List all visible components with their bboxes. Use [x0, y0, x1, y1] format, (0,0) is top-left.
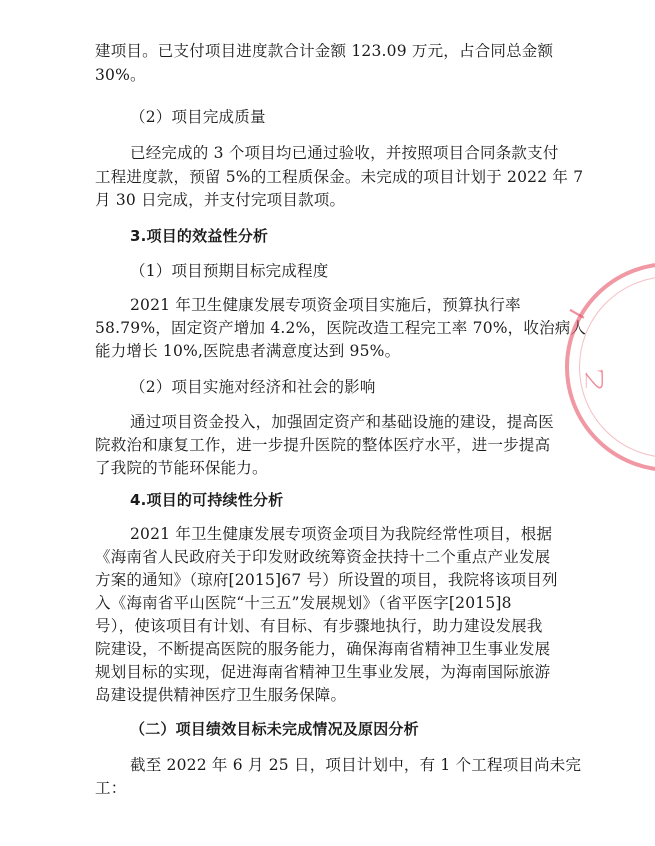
paragraph-line: 了我院的节能环保能力。 [95, 459, 268, 477]
paragraph-line: 2021 年卫生健康发展专项资金项目为我院经常性项目，根据 [130, 525, 553, 543]
subsection-heading: （1）项目预期目标完成程度 [130, 262, 329, 280]
section-heading: 4.项目的可持续性分析 [130, 491, 284, 509]
paragraph-line: 《海南省人民政府关于印发财政统筹资金扶持十二个重点产业发展 [95, 548, 551, 566]
section-heading: （二）项目绩效目标未完成情况及原因分析 [130, 720, 419, 738]
paragraph-line: 能力增长 10%,医院患者满意度达到 95%。 [95, 342, 401, 360]
paragraph-line: 号），使该项目有计划、有目标、有步骤地执行，助力建设发展我 [95, 617, 543, 635]
paragraph-line: 院建设，不断提高医院的服务能力，确保海南省精神卫生事业发展 [95, 640, 551, 658]
paragraph-line: 建项目。已支付项目进度款合计金额 123.09 万元，占合同总金额 [95, 42, 554, 60]
paragraph-line: 截至 2022 年 6 月 25 日，项目计划中，有 1 个工程项目尚未完 [130, 756, 582, 774]
paragraph-line: 58.79%，固定资产增加 4.2%，医院改造工程完工率 70%，收治病人 [95, 319, 587, 337]
paragraph-line: 30%。 [95, 66, 146, 84]
paragraph-line: 工： [95, 779, 127, 797]
paragraph-line: 已经完成的 3 个项目均已通过验收，并按照项目合同条款支付 [130, 144, 559, 162]
paragraph-line: 通过项目资金投入，加强固定资产和基础设施的建设，提高医 [130, 413, 554, 431]
paragraph-line: 工程进度款，预留 5%的工程质保金。未完成的项目计划于 2022 年 7 [95, 168, 584, 186]
seal-inner-ring [579, 276, 655, 458]
paragraph-line: 2021 年卫生健康发展专项资金项目实施后，预算执行率 [130, 296, 521, 314]
subsection-heading: （2）项目完成质量 [130, 108, 266, 126]
seal-glyph: 乙 [583, 368, 609, 391]
official-seal [565, 262, 655, 472]
paragraph-line: 规划目标的实现，促进海南省精神卫生事业发展，为海南国际旅游 [95, 663, 551, 681]
paragraph-line: 岛建设提供精神医疗卫生服务保障。 [95, 686, 347, 704]
paragraph-line: 院救治和康复工作，进一步提升医院的整体医疗水平，进一步提高 [95, 436, 551, 454]
subsection-heading: （2）项目实施对经济和社会的影响 [130, 378, 376, 396]
paragraph-line: 方案的通知》（琼府[2015]67 号）所设置的项目，我院将该项目列 [95, 571, 558, 589]
paragraph-line: 入《海南省平山医院“十三五”发展规划》（省平医字[2015]8 [95, 594, 512, 612]
paragraph-line: 月 30 日完成，并支付完项目款项。 [95, 191, 346, 209]
section-heading: 3.项目的效益性分析 [130, 227, 269, 245]
seal-glyph: Ⅰ [565, 305, 591, 324]
